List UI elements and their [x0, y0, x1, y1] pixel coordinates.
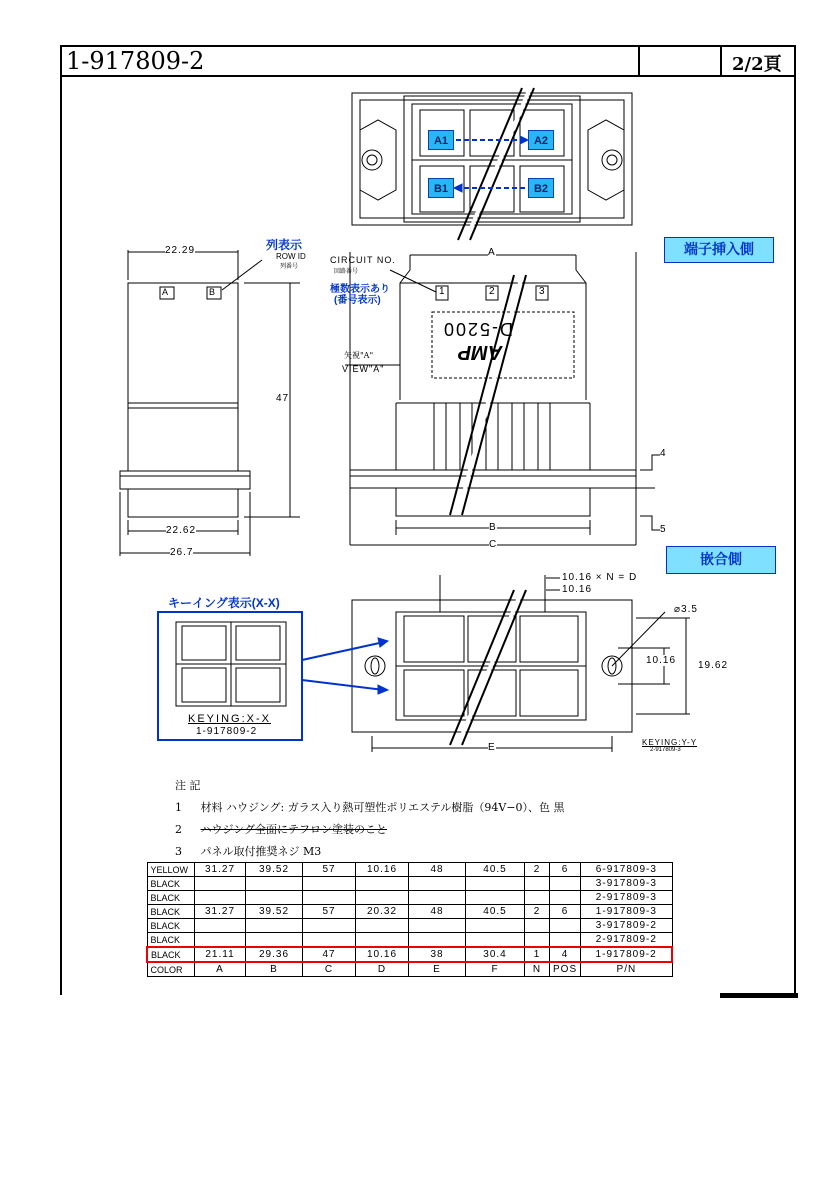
mating-side-label: 嵌合側 — [666, 546, 776, 574]
table-cell — [356, 891, 409, 905]
dim-base: 22.62 — [166, 525, 197, 536]
table-cell: 20.32 — [356, 905, 409, 919]
table-cell — [303, 933, 356, 948]
table-cell — [525, 919, 550, 933]
table-cell — [550, 919, 581, 933]
view-label-en: VIEW"A" — [342, 364, 385, 374]
table-cell: 31.27 — [195, 905, 246, 919]
note-3 — [175, 841, 565, 863]
table-cell — [409, 919, 466, 933]
circuit-mark-2: 2 — [489, 286, 495, 297]
front-view — [345, 252, 660, 545]
table-cell — [550, 891, 581, 905]
amp-logo: AMP — [458, 341, 503, 363]
table-cell — [356, 877, 409, 891]
dim-e: E — [488, 742, 496, 753]
table-row — [147, 947, 672, 962]
table-cell: BLACK — [147, 905, 195, 919]
table-cell — [356, 933, 409, 948]
insertion-side-label: 端子挿入側 — [664, 237, 774, 263]
terminal-a2: A2 — [528, 130, 554, 150]
table-cell: 2 — [525, 863, 550, 877]
table-cell: 2-917809-2 — [581, 933, 673, 948]
table-cell: BLACK — [147, 891, 195, 905]
table-cell — [466, 877, 525, 891]
table-cell: 29.36 — [246, 947, 303, 962]
table-cell — [195, 919, 246, 933]
dim-inner-height: 10.16 — [646, 655, 677, 666]
table-cell — [195, 877, 246, 891]
note-1 — [175, 797, 565, 819]
housing-code: D-5200 — [442, 319, 514, 339]
dim-5: 5 — [660, 524, 667, 535]
note-1-text: 材料 ハウジング: ガラス入り熱可塑性ポリエステル樹脂（94V−0）、色 黒 — [200, 801, 565, 814]
table-cell: 57 — [303, 863, 356, 877]
table-cell — [195, 891, 246, 905]
note-2 — [175, 819, 565, 841]
row-mark-a: A — [162, 287, 169, 297]
table-cell: 1 — [525, 947, 550, 962]
table-cell — [246, 933, 303, 948]
dim-total: 26.7 — [170, 547, 194, 558]
table-cell: 6 — [550, 863, 581, 877]
table-cell: D — [356, 962, 409, 977]
hole-diameter: ⌀3.5 — [674, 604, 698, 615]
terminal-b2: B2 — [528, 178, 554, 198]
note-3-text: パネル取付推奨ネジ M3 — [200, 845, 322, 858]
table-cell: 10.16 — [356, 947, 409, 962]
page-number: 2/2頁 — [732, 54, 782, 75]
table-cell — [466, 933, 525, 948]
table-cell — [525, 877, 550, 891]
notes-section — [175, 775, 565, 863]
circuit-sub: 回路番号 — [334, 269, 359, 275]
table-cell — [525, 891, 550, 905]
circuit-mark-3: 3 — [539, 286, 545, 297]
table-cell: YELLOW — [147, 863, 195, 877]
table-cell — [409, 877, 466, 891]
keying-yy-label: KEYING:Y-Y — [642, 738, 698, 747]
table-cell: POS — [550, 962, 581, 977]
terminal-b1: B1 — [428, 178, 454, 198]
table-cell — [550, 933, 581, 948]
table-row — [147, 863, 672, 877]
table-cell: 48 — [409, 905, 466, 919]
row-mark-b: B — [209, 287, 216, 297]
table-cell: 6-917809-3 — [581, 863, 673, 877]
table-cell: 48 — [409, 863, 466, 877]
row-id-sub: 列番号 — [280, 264, 299, 270]
table-cell — [195, 933, 246, 948]
table-cell: 2 — [525, 905, 550, 919]
keying-xx-label: KEYING:X-X — [188, 713, 271, 725]
note-2-text: ハウジング全面にテフロン塗装のこと — [200, 823, 388, 836]
table-row — [147, 962, 672, 977]
keying-jp: キーイング表示(X-X) — [168, 596, 280, 610]
number-marks-2: (番号表示) — [334, 295, 381, 306]
dim-c: C — [489, 539, 498, 550]
table-cell: 38 — [409, 947, 466, 962]
table-cell — [466, 919, 525, 933]
table-cell: 40.5 — [466, 863, 525, 877]
dim-b: B — [489, 522, 497, 533]
pitch-label: 10.16 × N = D — [562, 572, 638, 583]
table-cell: COLOR — [147, 962, 195, 977]
table-cell — [409, 891, 466, 905]
frame-bottom-mark — [720, 993, 798, 998]
table-cell: 39.52 — [246, 905, 303, 919]
dim-outer-height: 19.62 — [698, 660, 729, 671]
table-cell: 4 — [550, 947, 581, 962]
circuit-mark-1: 1 — [439, 286, 445, 297]
part-number-title: 1-917809-2 — [66, 47, 205, 75]
pitch-value: 10.16 — [562, 584, 593, 595]
table-row — [147, 905, 672, 919]
table-cell — [409, 933, 466, 948]
row-id-en: ROW ID — [276, 252, 306, 261]
table-cell: 2-917809-3 — [581, 891, 673, 905]
dim-height: 47 — [276, 393, 290, 404]
table-row — [147, 933, 672, 948]
table-cell: P/N — [581, 962, 673, 977]
dim-top: 22.29 — [165, 245, 196, 256]
circuit-label: CIRCUIT NO. — [330, 255, 396, 265]
table-cell: 1-917809-2 — [581, 947, 673, 962]
table-cell: 31.27 — [195, 863, 246, 877]
table-cell: BLACK — [147, 933, 195, 948]
table-cell: 57 — [303, 905, 356, 919]
number-marks-1: 極数表示あり — [330, 284, 390, 295]
dimension-table — [146, 862, 673, 977]
table-cell — [303, 919, 356, 933]
terminal-a1: A1 — [428, 130, 454, 150]
table-cell: 39.52 — [246, 863, 303, 877]
table-cell — [303, 877, 356, 891]
table-cell — [246, 919, 303, 933]
view-label-jp: 矢視"A" — [344, 351, 374, 360]
table-cell: 10.16 — [356, 863, 409, 877]
table-cell: N — [525, 962, 550, 977]
table-row — [147, 877, 672, 891]
table-cell: A — [195, 962, 246, 977]
table-cell: 21.11 — [195, 947, 246, 962]
table-cell: BLACK — [147, 877, 195, 891]
table-cell — [246, 891, 303, 905]
keying-yy-pn: 2-917809-3 — [650, 747, 681, 753]
row-id-jp: 列表示 — [266, 238, 303, 252]
table-cell — [525, 933, 550, 948]
table-cell — [246, 877, 303, 891]
table-row — [147, 919, 672, 933]
table-cell — [550, 877, 581, 891]
note-3-number: 3 — [175, 845, 182, 858]
table-cell — [303, 891, 356, 905]
dim-a: A — [488, 247, 496, 258]
dim-4: 4 — [660, 448, 667, 459]
table-cell: B — [246, 962, 303, 977]
table-cell: 40.5 — [466, 905, 525, 919]
table-row — [147, 891, 672, 905]
table-cell: 47 — [303, 947, 356, 962]
table-cell: F — [466, 962, 525, 977]
notes-title: 注 記 — [175, 779, 201, 792]
note-1-number: 1 — [175, 801, 182, 814]
keying-xx-pn: 1-917809-2 — [196, 726, 258, 737]
table-cell: E — [409, 962, 466, 977]
table-cell: 3-917809-3 — [581, 877, 673, 891]
note-2-number: 2 — [175, 823, 182, 836]
table-cell — [356, 919, 409, 933]
table-cell: C — [303, 962, 356, 977]
table-cell — [466, 891, 525, 905]
table-cell: 6 — [550, 905, 581, 919]
table-cell: 30.4 — [466, 947, 525, 962]
table-cell: BLACK — [147, 919, 195, 933]
table-cell: 1-917809-3 — [581, 905, 673, 919]
table-cell: 3-917809-2 — [581, 919, 673, 933]
table-cell: BLACK — [147, 947, 195, 962]
